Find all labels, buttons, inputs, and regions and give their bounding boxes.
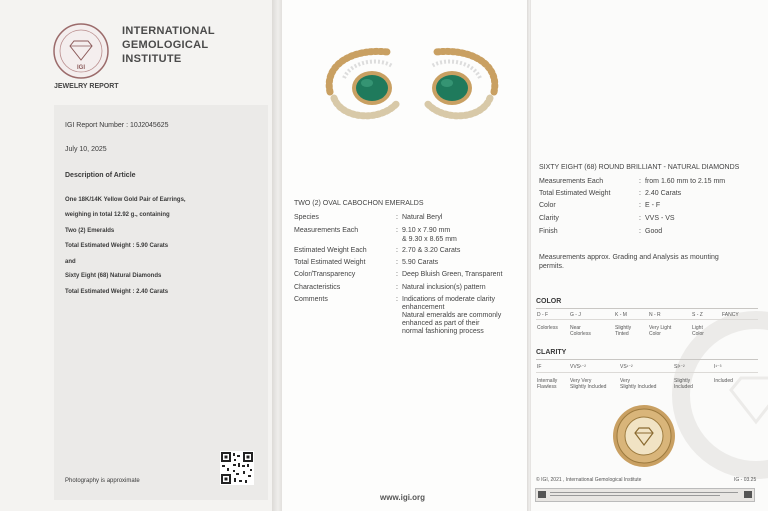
diamond-value: Good (645, 228, 663, 235)
color-grade-label: Tinted (615, 331, 629, 337)
clarity-grade-label: Slightly Included (620, 384, 657, 390)
diamonds-title: SIXTY EIGHT (68) ROUND BRILLIANT - NATURAL DIAMONDS (539, 164, 740, 171)
emerald-label: Measurements Each (294, 227, 359, 234)
color-grade-label: Near (570, 325, 581, 331)
color-scale-heading: COLOR (536, 298, 562, 305)
emerald-value: 5.90 Carats (402, 259, 439, 266)
emerald-value: Natural emeralds are commonly (402, 312, 502, 319)
colon: : (396, 259, 398, 266)
color-grade-label: Color (692, 331, 704, 337)
color-grade: G - J (570, 312, 581, 318)
description-line: and (65, 259, 76, 265)
clarity-grade-label: Very Very (570, 378, 592, 384)
website: www.igi.org (380, 493, 426, 502)
earrings-photo (322, 40, 502, 125)
emerald-label: Comments (294, 296, 328, 303)
report-type: JEWELRY REPORT (54, 83, 119, 90)
color-grade-label: Slightly (615, 325, 632, 331)
clarity-scale-heading: CLARITY (536, 349, 567, 356)
emerald-value: normal fashioning process (402, 328, 484, 335)
emerald-value: Deep Bluish Green, Transparent (402, 271, 503, 278)
colon: : (639, 178, 641, 185)
emerald-value: Natural Beryl (402, 214, 443, 221)
scale-bar (536, 372, 758, 373)
clarity-grade: I¹⁻³ (714, 364, 722, 370)
report-date: July 10, 2025 (65, 146, 107, 153)
diamonds-note: permits. (539, 263, 564, 270)
scale-bar (536, 319, 758, 320)
clarity-grade-label: Included (674, 384, 693, 390)
color-grade-label: Colorless (570, 331, 591, 337)
igi-watermark (671, 310, 768, 480)
copyright: © IGI, 2021 , International Gemological Institute (536, 477, 642, 483)
emerald-value: Natural inclusion(s) pattern (402, 284, 486, 291)
colon: : (396, 271, 398, 278)
colon: : (639, 190, 641, 197)
security-strip (535, 488, 755, 502)
clarity-grade: SI¹⁻² (674, 364, 685, 370)
emerald-value: 2.70 & 3.20 Carats (402, 247, 461, 254)
color-grade: D - F (537, 312, 549, 318)
report-details-box (54, 105, 268, 500)
emerald-label: Color/Transparency (294, 271, 356, 278)
description-line: One 18K/14K Yellow Gold Pair of Earrings, (65, 197, 186, 203)
colon: : (639, 202, 641, 209)
color-grade: S - Z (692, 312, 703, 318)
divider (536, 308, 758, 309)
emerald-value: Indications of moderate clarity (402, 296, 495, 303)
emerald-value: & 9.30 x 8.65 mm (402, 236, 457, 243)
emerald-label: Estimated Weight Each (294, 247, 367, 254)
diamond-label: Color (539, 202, 556, 209)
emerald-value: enhancement (402, 304, 445, 311)
diamond-value: E - F (645, 202, 661, 209)
description-line: Total Estimated Weight : 2.40 Carats (65, 289, 169, 295)
description-line: Total Estimated Weight : 5.90 Carats (65, 243, 169, 249)
diamond-value: from 1.60 mm to 2.15 mm (645, 178, 726, 185)
middle-panel (282, 0, 527, 511)
colon: : (639, 228, 641, 235)
clarity-grade-label: Slightly Included (570, 384, 607, 390)
emerald-label: Species (294, 214, 319, 221)
emerald-label: Characteristics (294, 284, 341, 291)
diamond-value: VVS - VS (645, 215, 675, 222)
colon: : (396, 284, 398, 291)
diamond-label: Finish (539, 228, 558, 235)
report-number: IGI Report Number : 10J2045625 (65, 122, 169, 129)
diamond-label: Measurements Each (539, 178, 604, 185)
colon: : (396, 227, 398, 234)
brand-name-line3: INSTITUTE (122, 53, 182, 65)
igi-logo-seal (52, 22, 110, 80)
clarity-grade-label: Very (620, 378, 631, 384)
qr-code (220, 451, 254, 485)
color-grade: N - R (649, 312, 661, 318)
color-grade-label: Colorless (537, 325, 558, 331)
photo-note: Photography is approximate (65, 478, 140, 484)
right-panel (531, 0, 768, 511)
clarity-grade: VVS¹⁻² (570, 364, 586, 370)
clarity-grade-label: Included (714, 378, 733, 384)
diamonds-note: Measurements approx. Grading and Analysis as mounting (539, 254, 719, 261)
emerald-label: Total Estimated Weight (294, 259, 366, 266)
color-grade-label: Very Light (649, 325, 672, 331)
description-line: Sixty Eight (68) Natural Diamonds (65, 273, 162, 279)
brand-name-line2: GEMOLOGICAL (122, 39, 209, 51)
colon: : (396, 296, 398, 303)
description-heading: Description of Article (65, 172, 136, 179)
emerald-value: 9.10 x 7.90 mm (402, 227, 451, 234)
color-grade-label: Light (692, 325, 703, 331)
color-grade: K - M (615, 312, 627, 318)
emeralds-title: TWO (2) OVAL CABOCHON EMERALDS (294, 200, 424, 207)
left-panel (0, 0, 272, 511)
emerald-value: enhanced as part of their (402, 320, 480, 327)
color-grade: FANCY (722, 312, 739, 318)
divider (536, 359, 758, 360)
clarity-grade-label: Slightly (674, 378, 691, 384)
diamond-label: Clarity (539, 215, 559, 222)
diamond-value: 2.40 Carats (645, 190, 682, 197)
clarity-grade: VS¹⁻² (620, 364, 633, 370)
colon: : (396, 214, 398, 221)
form-code: IG - 03.25 (734, 477, 757, 483)
diamond-label: Total Estimated Weight (539, 190, 611, 197)
fold-shadow (272, 0, 282, 511)
color-grade-label: Color (649, 331, 661, 337)
clarity-grade: IF (537, 364, 542, 370)
brand-name-line1: INTERNATIONAL (122, 25, 215, 37)
clarity-grade-label: Internally (537, 378, 558, 384)
clarity-grade-label: Flawless (537, 384, 557, 390)
description-line: Two (2) Emeralds (65, 228, 115, 234)
colon: : (396, 247, 398, 254)
svg-text:IGI: IGI (76, 65, 86, 71)
colon: : (639, 215, 641, 222)
description-line: weighing in total 12.92 g., containing (65, 212, 170, 218)
gold-seal (611, 403, 677, 469)
